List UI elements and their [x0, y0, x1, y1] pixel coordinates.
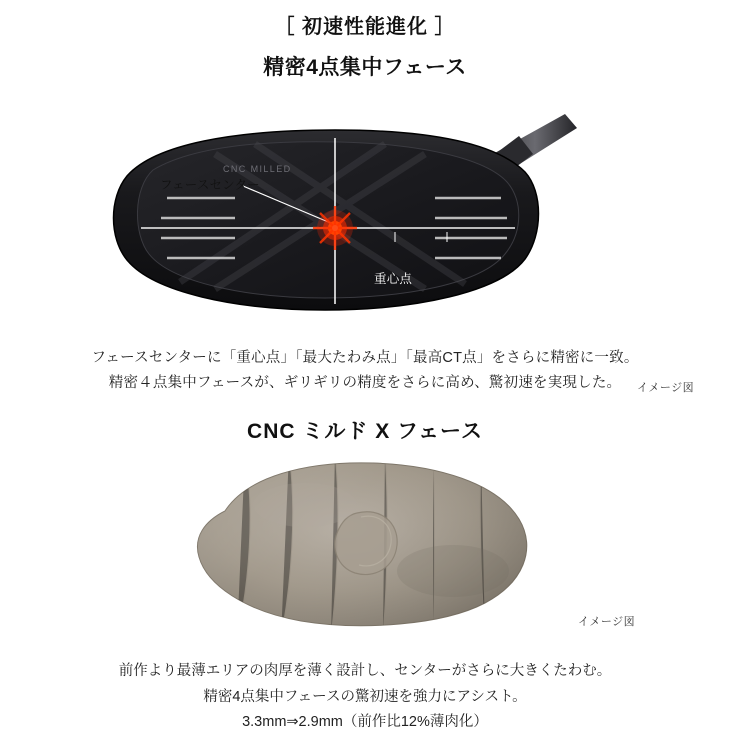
paragraph-1-line-1: フェースセンターに「重心点」「最大たわみ点」「最高CT点」をさらに精密に一致。 [91, 350, 639, 366]
paragraph-2 [0, 659, 730, 735]
thin-area-bulge [335, 512, 397, 575]
paragraph-2-line-2: 精密4点集中フェースの驚初速を強力にアシスト。 [203, 688, 527, 705]
image-note-figure2: イメージ図 [578, 616, 636, 629]
face-blob-texture [185, 453, 545, 638]
cnc-milled-label: CNC MILLED [223, 164, 292, 174]
figure-face-blob [0, 445, 730, 655]
callout-max-deflection: 最大たわみ点 [372, 320, 449, 334]
face-blob-svg [185, 453, 545, 638]
club-head-illustration [95, 114, 585, 314]
callout-face-center: フェースセンター [160, 178, 260, 192]
callout-max-ct: 最高CT点 [258, 320, 314, 334]
face-blob-illustration [185, 453, 545, 638]
club-head-svg [95, 114, 585, 314]
paragraph-2-line-1: 前作より最薄エリアの肉厚を薄く設計し、センターがさらに大きくたわむ。 [118, 663, 612, 680]
image-note-figure1: イメージ図 [637, 382, 695, 394]
paragraph-1-line-2: 精密４点集中フェースが、ギリギリの精度をさらに高め、驚初速を実現した。 [108, 374, 622, 391]
page-subtitle: 精密4点集中フェース [263, 56, 467, 79]
page-title: ［ 初速性能進化 ］ [274, 16, 456, 38]
section-title-cnc-milled-x: CNC ミルド X フェース [247, 420, 483, 444]
callout-center-of-gravity: 重心点 [374, 272, 413, 286]
paragraph-1 [0, 346, 730, 395]
paragraph-2-line-3: 3.3mm⇒2.9mm（前作比12%薄肉化） [242, 714, 488, 731]
